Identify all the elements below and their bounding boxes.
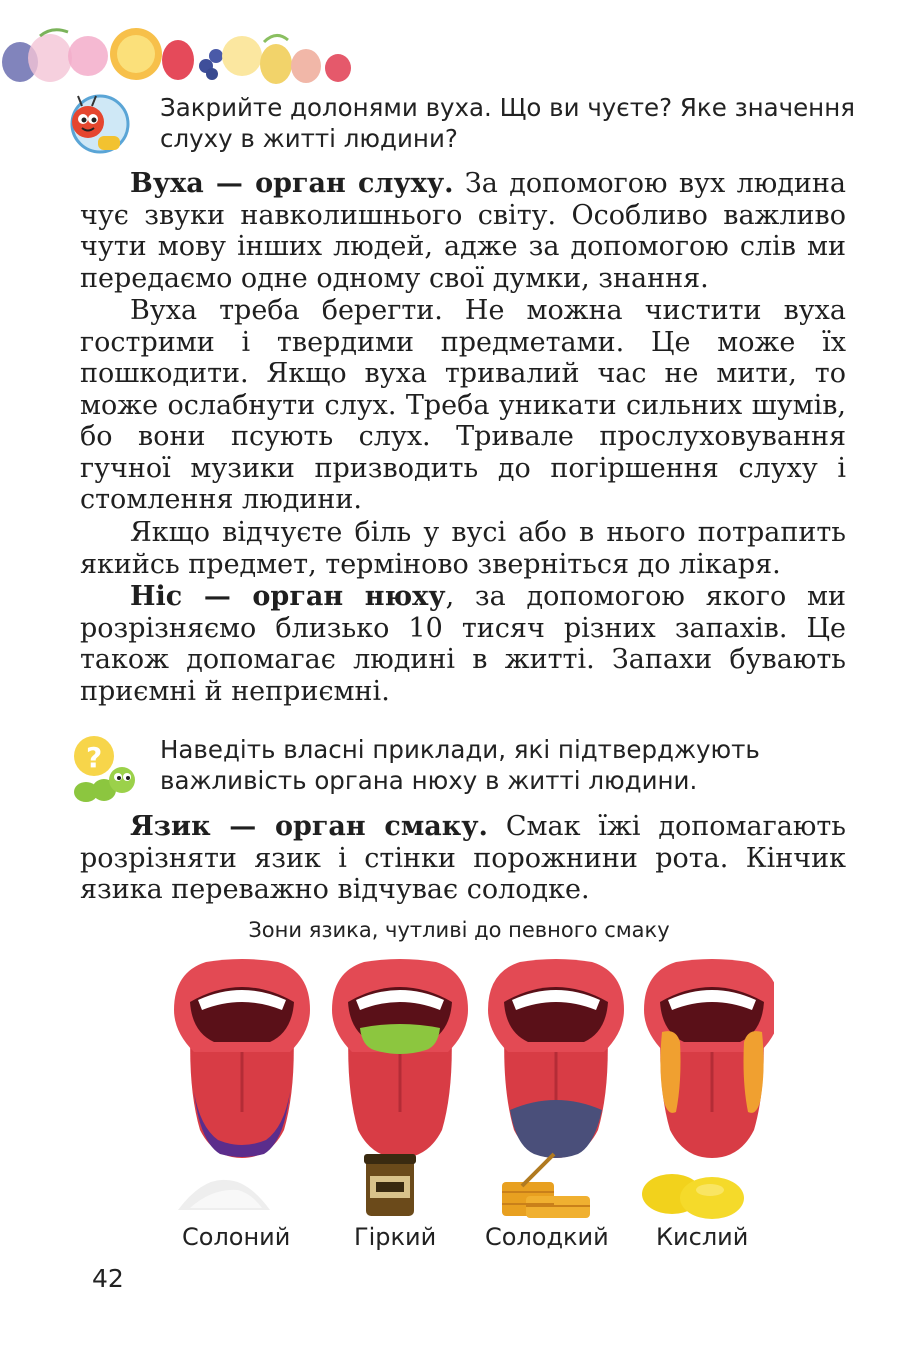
task-ears-text: Закрийте долонями вуха. Що ви чуєте? Яке значення слуху в житті людини?	[160, 93, 855, 153]
tongue-sweet	[488, 959, 624, 1158]
label-salty: Солоний	[182, 1223, 291, 1251]
label-sweet: Солодкий	[485, 1223, 609, 1251]
paragraph-ears	[80, 168, 846, 294]
task-smell-text: Наведіть власні приклади, які підтверджують важливість органа нюху в житті людини.	[160, 735, 760, 795]
caterpillar-question-icon	[66, 734, 138, 806]
paragraph-tongue	[80, 811, 846, 906]
fruit-border-decoration	[0, 22, 360, 84]
tongue-zones-illustration	[142, 958, 774, 1220]
paragraph-tongue-text: Смак їжі допомагають розрізняти язик і стінки порожнини рота. Кінчик язика переважно відчуває солодке.	[80, 811, 847, 905]
paragraph-ear-pain-text: Якщо відчуєте біль у вусі або в нього потрапить якийсь предмет, терміново зверніться до лікаря.	[80, 517, 846, 580]
paragraph-nose-text: , за допомогою якого ми розрізняємо близько 10 тисяч різних запахів. Це також допомагає людині в житті. Запахи бувають приємні й неприємні.	[80, 581, 846, 707]
paragraph-nose	[80, 581, 846, 707]
honey-icon	[502, 1154, 590, 1218]
term-ears: Вуха — орган слуху.	[130, 168, 454, 199]
bitter-jar-icon	[364, 1154, 416, 1216]
term-nose: Ніс — орган нюху	[130, 581, 446, 612]
ant-magnifier-icon	[60, 92, 132, 164]
svg-text:?: ?	[86, 741, 103, 774]
paragraph-ear-care	[80, 295, 846, 516]
salt-pile-icon	[178, 1180, 270, 1210]
figure-caption: Зони язика, чутливі до певного смаку	[248, 918, 670, 942]
tongue-bitter	[332, 959, 468, 1158]
page-number: 42	[92, 1264, 124, 1293]
tongue-sour	[644, 959, 774, 1158]
label-sour: Кислий	[656, 1223, 749, 1251]
paragraph-ear-pain	[80, 517, 846, 580]
paragraph-ear-care-text: Вуха треба берегти. Не можна чистити вуха гострими і твердими предметами. Це може їх пошкодити. Якщо вуха тривалий час не мити, то може ослабнути слух. Треба уникати сильних шумів, бо вони псують слух. Тривале прослуховування гучної музики призводить до погіршення слуху і стомлення людини.	[80, 295, 846, 515]
paragraph-ears-text: За допомогою вух людина чує звуки навколишнього світу. Особливо важливо чути мову інших людей, адже за допомогою слів ми передаємо одне одному свої думки, знання.	[80, 168, 846, 294]
label-bitter: Гіркий	[354, 1223, 437, 1251]
tongue-salty	[174, 959, 310, 1158]
term-tongue: Язик — орган смаку.	[130, 811, 488, 842]
lemons-icon	[642, 1174, 744, 1219]
